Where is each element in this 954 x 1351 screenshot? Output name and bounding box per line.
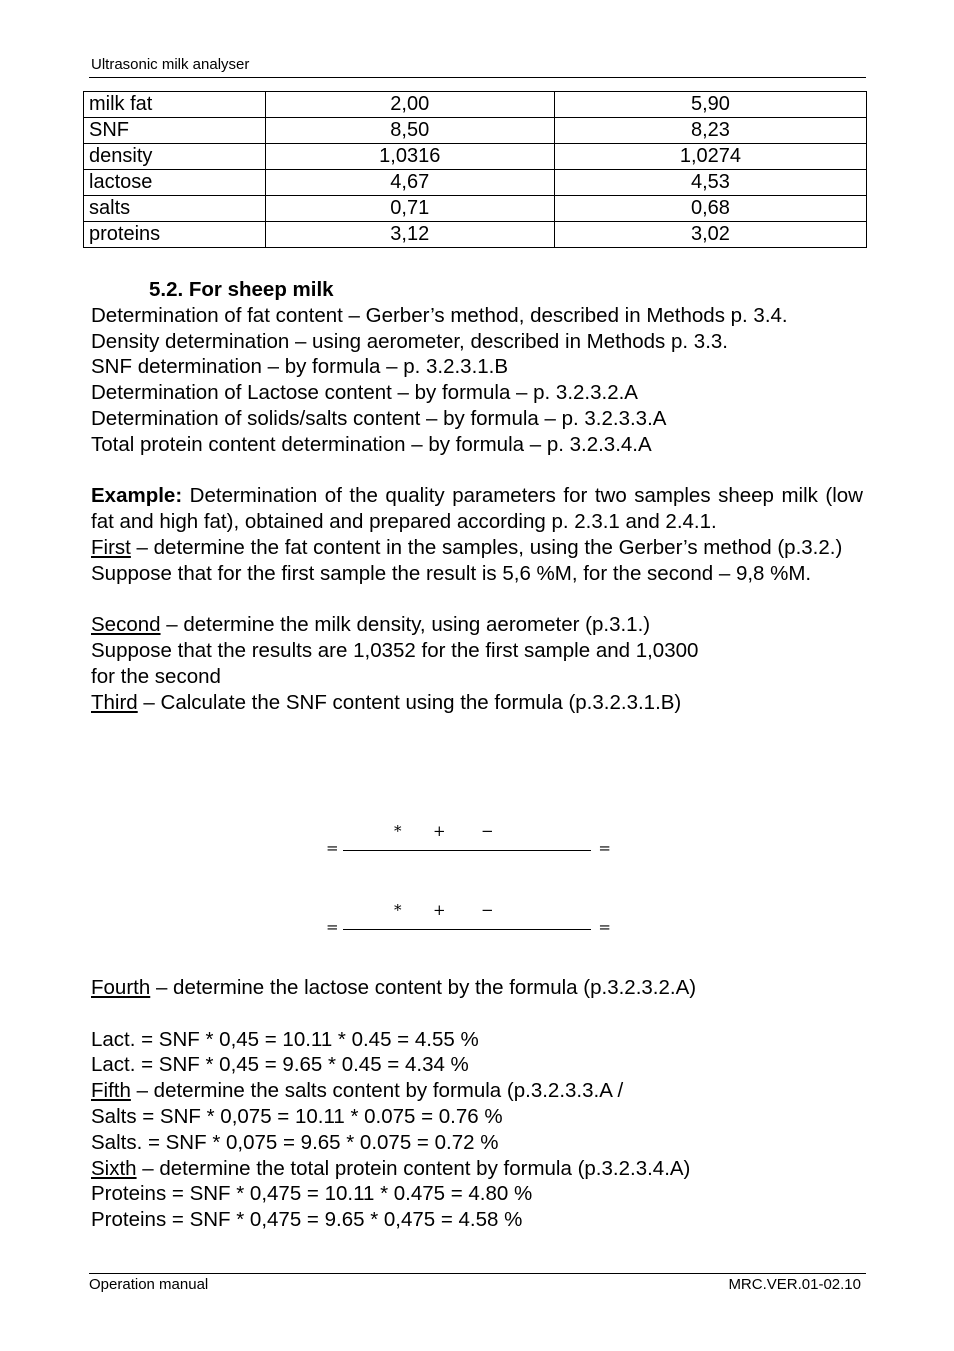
formula-minus: − xyxy=(481,901,494,919)
sixth-label: Sixth xyxy=(91,1156,137,1180)
first-text: – determine the fat content in the samples, using the Gerber’s method (p.3.2.) xyxy=(130,535,843,559)
fraction-line xyxy=(343,929,591,930)
fourth-label: Fourth xyxy=(91,976,151,999)
formula-plus: + xyxy=(433,822,446,840)
table-cell-value: 3,02 xyxy=(554,222,866,248)
table-cell-parameter: salts xyxy=(84,196,266,222)
fifth-text: – determine the salts content by formula (p.3.2.3.3.A / xyxy=(130,1079,624,1103)
proteins-line: Proteins = SNF * 0,475 = 9.65 * 0,475 = 4.58 % xyxy=(91,1208,523,1232)
table-cell-value: 4,67 xyxy=(265,170,554,196)
table-cell-parameter: proteins xyxy=(84,222,266,248)
second-result: for the second xyxy=(91,664,221,688)
section-heading: 5.2. For sheep milk xyxy=(149,278,334,301)
table-cell-value: 1,0274 xyxy=(554,144,866,170)
table-cell-value: 8,50 xyxy=(265,118,554,144)
table-cell-parameter: density xyxy=(84,144,266,170)
example-paragraph xyxy=(91,483,863,535)
table-cell-value: 0,68 xyxy=(554,196,866,222)
formula-times: * xyxy=(394,901,402,919)
third-text: – Calculate the SNF content using the formula (p.3.2.3.1.B) xyxy=(137,690,682,714)
table-cell-value: 4,53 xyxy=(554,170,866,196)
table-cell-value: 8,23 xyxy=(554,118,866,144)
sixth-text: – determine the total protein content by formula (p.3.2.3.4.A) xyxy=(136,1156,691,1180)
second-label: Second xyxy=(91,613,161,637)
second-text: – determine the milk density, using aerometer (p.3.1.) xyxy=(160,613,651,637)
formula-times: * xyxy=(394,822,402,840)
table-cell-value: 3,12 xyxy=(265,222,554,248)
table-row xyxy=(84,92,867,118)
salts-line: Salts. = SNF * 0,075 = 9.65 * 0.075 = 0.72 % xyxy=(91,1130,499,1154)
third-step xyxy=(91,690,863,716)
table-cell-parameter: SNF xyxy=(84,118,266,144)
table-row xyxy=(84,170,867,196)
footer-left: Operation manual xyxy=(89,1276,209,1293)
table-cell-value: 0,71 xyxy=(265,196,554,222)
method-line: Density determination – using aerometer, described in Methods p. 3.3. xyxy=(91,329,728,353)
body-text xyxy=(91,277,863,716)
table-cell-value: 2,00 xyxy=(265,92,554,118)
fifth-label: Fifth xyxy=(91,1079,131,1103)
table-cell-parameter: lactose xyxy=(84,170,266,196)
table-cell-value: 5,90 xyxy=(554,92,866,118)
lactose-line: Lact. = SNF * 0,45 = 10.11 * 0.45 = 4.55 % xyxy=(91,1027,479,1051)
formula-equals: = xyxy=(326,839,339,857)
salts-line: Salts = SNF * 0,075 = 10.11 * 0.075 = 0.76 % xyxy=(91,1104,503,1128)
example-label: Example: xyxy=(91,484,183,508)
proteins-line: Proteins = SNF * 0,475 = 10.11 * 0.475 = 4.80 % xyxy=(91,1182,533,1206)
header-rule xyxy=(89,77,866,78)
first-step xyxy=(91,535,863,561)
first-label: First xyxy=(91,535,131,559)
fourth-step xyxy=(91,975,863,1001)
page-header: Ultrasonic milk analyser xyxy=(91,56,250,73)
footer-rule xyxy=(89,1273,866,1274)
first-result: Suppose that for the first sample the result is 5,6 %M, for the second – 9,8 %M. xyxy=(91,561,812,585)
formula-equals: = xyxy=(598,918,611,936)
composition-table xyxy=(83,91,867,248)
fourth-text: – determine the lactose content by the formula (p.3.2.3.2.A) xyxy=(150,976,697,999)
snf-formula-1 xyxy=(326,822,611,860)
table-row xyxy=(84,222,867,248)
formula-minus: − xyxy=(481,822,494,840)
formula-equals: = xyxy=(326,918,339,936)
footer-right: MRC.VER.01-02.10 xyxy=(728,1276,861,1293)
method-line: Determination of solids/salts content – by formula – p. 3.2.3.3.A xyxy=(91,406,667,430)
snf-formula-2 xyxy=(326,901,611,939)
fifth-step xyxy=(91,1078,863,1104)
example-text: Determination of the quality parameters for two samples sheep milk (low fat and high fat), obtained and prepared according p. 2.3.1 and 2.4.1. xyxy=(91,484,863,534)
table-row xyxy=(84,196,867,222)
second-step xyxy=(91,612,863,638)
formula-plus: + xyxy=(433,901,446,919)
lactose-line: Lact. = SNF * 0,45 = 9.65 * 0.45 = 4.34 % xyxy=(91,1053,469,1077)
method-line: Determination of fat content – Gerber’s method, described in Methods p. 3.4. xyxy=(91,303,788,327)
results-text xyxy=(91,975,863,1233)
fraction-line xyxy=(343,850,591,851)
method-line: Determination of Lactose content – by formula – p. 3.2.3.2.A xyxy=(91,381,638,405)
third-label: Third xyxy=(91,690,138,714)
formula-equals: = xyxy=(598,839,611,857)
table-row xyxy=(84,144,867,170)
method-line: Total protein content determination – by formula – p. 3.2.3.4.A xyxy=(91,432,652,456)
table-cell-value: 1,0316 xyxy=(265,144,554,170)
method-line: SNF determination – by formula – p. 3.2.3.1.B xyxy=(91,355,509,379)
table-cell-parameter: milk fat xyxy=(84,92,266,118)
second-result: Suppose that the results are 1,0352 for the first sample and 1,0300 xyxy=(91,639,699,663)
sixth-step xyxy=(91,1156,863,1182)
table-row xyxy=(84,118,867,144)
